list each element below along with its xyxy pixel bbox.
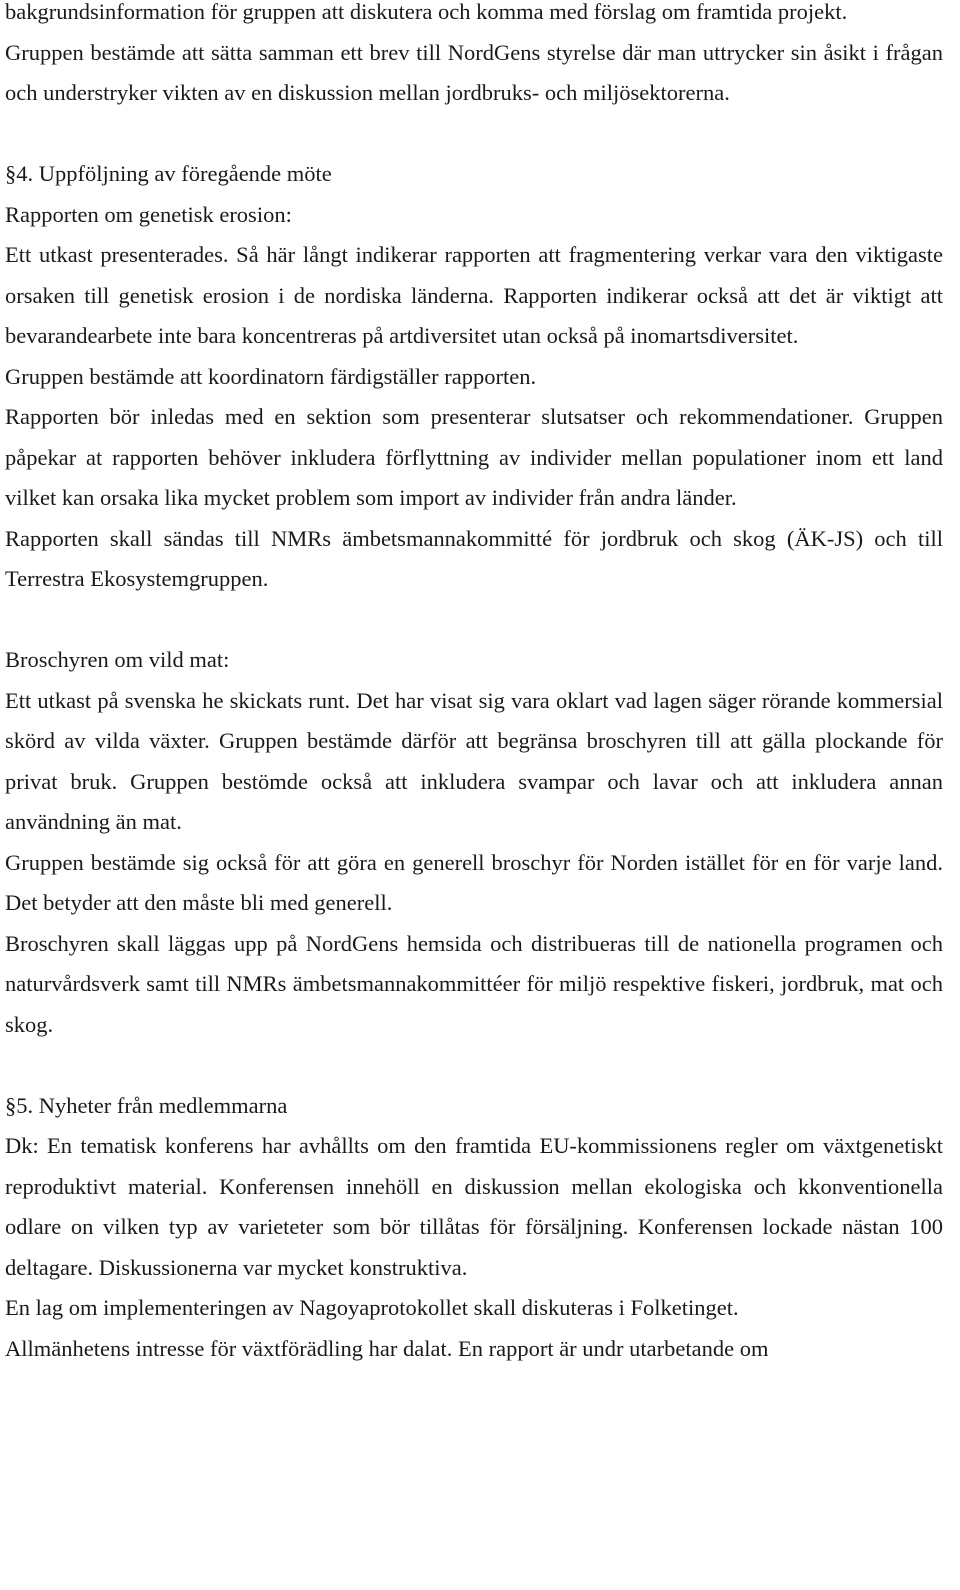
paragraph-dk-conference: Dk: En tematisk konferens har avhållts om den framtida EU-kommissionens regler om växtgenetiskt reproduktivt material. Konferensen innehöll en diskussion mellan ekologiska och kkonventionella odlare on vilken typ av varieteter som bör tillåtas för försäljning. Konferensen lockade nästan 100 deltagare. Diskussionerna var mycket konstruktiva. xyxy=(5,1133,943,1280)
paragraph-background: bakgrundsinformation för gruppen att diskutera och komma med förslag om framtida projekt. xyxy=(5,0,848,24)
document-page xyxy=(5,0,943,1369)
spacer xyxy=(5,600,943,641)
section-5-heading: §5. Nyheter från medlemmarna xyxy=(5,1092,288,1118)
subheading-genetic-erosion: Rapporten om genetisk erosion: xyxy=(5,201,292,227)
paragraph-public-interest: Allmänhetens intresse för växtförädling har dalat. En rapport är undr utarbetande om xyxy=(5,1335,769,1361)
spacer xyxy=(5,1045,943,1086)
subheading-wild-food: Broschyren om vild mat: xyxy=(5,647,230,672)
paragraph-coordinator: Gruppen bestämde att koordinatorn färdigställer rapporten. xyxy=(5,363,537,389)
paragraph-draft-presented: Ett utkast presenterades. Så här långt indikerar rapporten att fragmentering verkar vara den viktigaste orsaken till genetisk erosion i de nordiska länderna. Rapporten indikerar också att det är viktigt att bevarandearbete inte bara koncentreras på artdiversitet utan också på inomartsdiversitet. xyxy=(5,242,943,348)
paragraph-letter-decision: Gruppen bestämde att sätta samman ett brev till NordGens styrelse där man uttrycker sin åsikt i frågan och understryker vikten av en diskussion mellan jordbruks- och miljösektorerna. xyxy=(5,39,943,105)
paragraph-brochure-general: Gruppen bestämde sig också för att göra en generell broschyr för Norden istället för en för varje land. Det betyder att den måste bli med generell. xyxy=(5,849,943,915)
paragraph-brochure-draft: Ett utkast på svenska he skickats runt. Det har visat sig vara oklart vad lagen säger rörande kommersial skörd av vilda växter. Gruppen bestämde därför att begränsa broschyren till att gälla plockande för privat bruk. Gruppen bestömde också att inkludera svampar och lavar och att inkludera annan användning än mat. xyxy=(5,687,943,834)
spacer xyxy=(5,114,943,155)
paragraph-report-structure: Rapporten bör inledas med en sektion som presenterar slutsatser och rekommendationer. Gruppen påpekar at rapporten behöver inkludera förflyttning av individer mellan populationer inom ett land vilket kan orsaka lika mycket problem som import av individer från andra länder. xyxy=(5,404,943,510)
section-4-heading: §4. Uppföljning av föregående möte xyxy=(5,161,332,186)
paragraph-report-distribution: Rapporten skall sändas till NMRs ämbetsmannakommitté för jordbruk och skog (ÄK-JS) och till Terrestra Ekosystemgruppen. xyxy=(5,525,943,591)
paragraph-nagoya-law: En lag om implementeringen av Nagoyaprotokollet skall diskuteras i Folketinget. xyxy=(5,1295,739,1320)
paragraph-brochure-publication: Broschyren skall läggas upp på NordGens hemsida och distribueras till de nationella programen och naturvårdsverk samt till NMRs ämbetsmannakommittéer för miljö respektive fiskeri, jordbruk, mat och skog. xyxy=(5,930,943,1037)
